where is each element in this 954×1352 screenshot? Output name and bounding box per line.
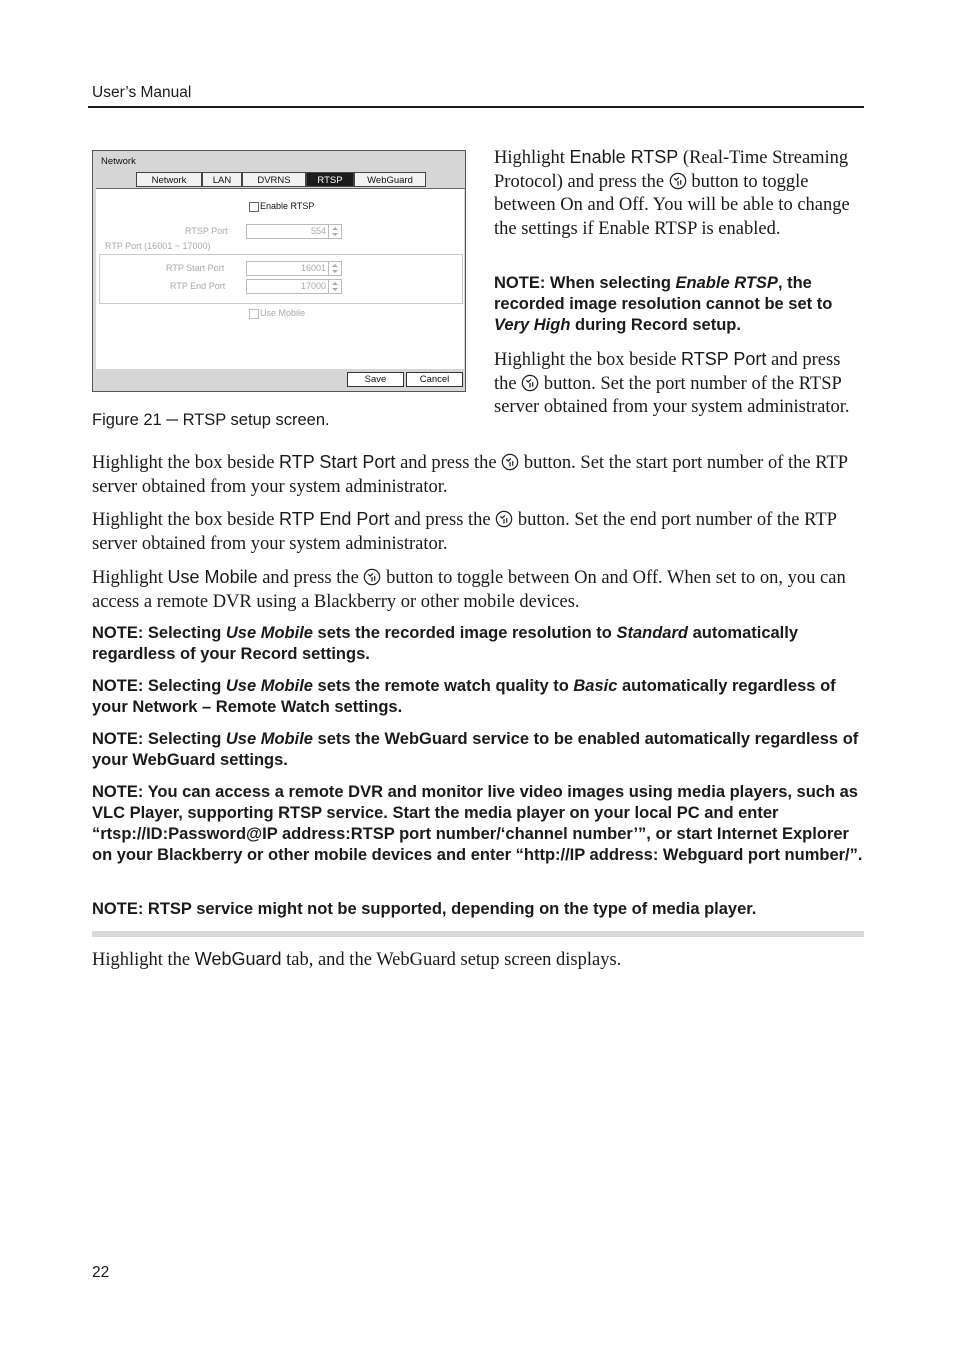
note-use-mobile-webguard: NOTE: Selecting Use Mobile sets the WebGuard service to be enabled automatically regardless of your WebGuard settings. — [92, 730, 859, 769]
page-number: 22 — [92, 1264, 110, 1281]
use-mobile-label: Use Mobile — [260, 308, 306, 318]
enable-rtsp-checkbox[interactable] — [249, 202, 259, 212]
running-header: User’s Manual — [92, 84, 192, 101]
enter-button-icon — [501, 453, 519, 471]
note-enable-rtsp: NOTE: When selecting Enable RTSP, the recorded image resolution cannot be set to Very High during Record setup. — [494, 274, 833, 334]
note-media-players: NOTE: You can access a remote DVR and monitor live video images using media players, such as VLC Player, supporting RTSP service. Start the media player on your local PC and enter “rtsp://ID:Password@IP address:RTSP port number/‘channel number’”, or start Internet Explorer on your Blackberry or other mobile devices and enter “http://IP address: Webguard port number/”. — [92, 783, 863, 864]
tab-network[interactable]: Network — [136, 172, 202, 187]
enter-button-icon — [521, 374, 539, 392]
rtp-end-port-spinner[interactable] — [246, 279, 342, 294]
tab-dvrns[interactable]: DVRNS — [242, 172, 306, 187]
section-divider — [92, 931, 864, 937]
use-mobile-checkbox[interactable] — [249, 309, 259, 319]
paragraph-enable-rtsp: Highlight Enable RTSP (Real-Time Streaming Protocol) and press the button to toggle between On and Off. You will be able to change the settings if Enable RTSP is enabled. — [494, 147, 850, 239]
paragraph-rtp-end-port: Highlight the box beside RTP End Port and press the button. Set the end port number of the RTP server obtained from your system administrator. — [92, 509, 837, 554]
header-rule — [88, 106, 864, 108]
cancel-button[interactable]: Cancel — [406, 372, 463, 387]
rtsp-port-label: RTSP Port — [185, 226, 228, 236]
save-button[interactable]: Save — [347, 372, 404, 387]
tab-webguard[interactable]: WebGuard — [354, 172, 426, 187]
rtp-end-port-value: 17000 — [300, 281, 326, 291]
spinner-arrows-icon[interactable] — [328, 280, 341, 293]
note-use-mobile-resolution: NOTE: Selecting Use Mobile sets the recorded image resolution to Standard automatically regardless of your Record settings. — [92, 624, 799, 663]
paragraph-use-mobile: Highlight Use Mobile and press the button to toggle between On and Off. When set to on, you can access a remote DVR using a Blackberry or other mobile devices. — [92, 567, 846, 612]
window-title: Network — [101, 156, 136, 167]
spinner-arrows-icon[interactable] — [328, 262, 341, 275]
rtsp-panel — [96, 189, 464, 369]
tab-bar — [96, 172, 466, 189]
rtsp-port-value: 554 — [310, 226, 326, 236]
tab-rtsp[interactable]: RTSP — [306, 172, 354, 187]
spinner-arrows-icon[interactable] — [328, 225, 341, 238]
enter-button-icon — [669, 172, 687, 190]
rtp-end-port-label: RTP End Port — [170, 281, 226, 291]
note-rtsp-support: NOTE: RTSP service might not be supported, depending on the type of media player. — [92, 900, 757, 918]
enter-button-icon — [363, 568, 381, 586]
note-use-mobile-remote-watch: NOTE: Selecting Use Mobile sets the remote watch quality to Basic automatically regardless of your Network – Remote Watch settings. — [92, 677, 836, 716]
rtp-start-port-label: RTP Start Port — [166, 263, 225, 273]
figure-caption: Figure 21 ─ RTSP setup screen. — [92, 411, 330, 429]
enable-rtsp-label: Enable RTSP — [260, 201, 315, 211]
paragraph-rtp-start-port: Highlight the box beside RTP Start Port and press the button. Set the start port number of the RTP server obtained from your system administrator. — [92, 452, 848, 497]
enter-button-icon — [495, 510, 513, 528]
rtp-start-port-spinner[interactable] — [246, 261, 342, 276]
rtp-port-range-label: RTP Port (16001 ~ 17000) — [105, 241, 211, 251]
rtp-start-port-value: 16001 — [300, 263, 326, 273]
rtsp-port-spinner[interactable] — [246, 224, 342, 239]
paragraph-rtsp-port: Highlight the box beside RTSP Port and press the button. Set the port number of the RTSP server obtained from your system administrator. — [494, 349, 850, 417]
tab-lan[interactable]: LAN — [202, 172, 242, 187]
rtsp-setup-screenshot — [92, 150, 466, 392]
paragraph-webguard: Highlight the WebGuard tab, and the WebGuard setup screen displays. — [92, 949, 622, 970]
